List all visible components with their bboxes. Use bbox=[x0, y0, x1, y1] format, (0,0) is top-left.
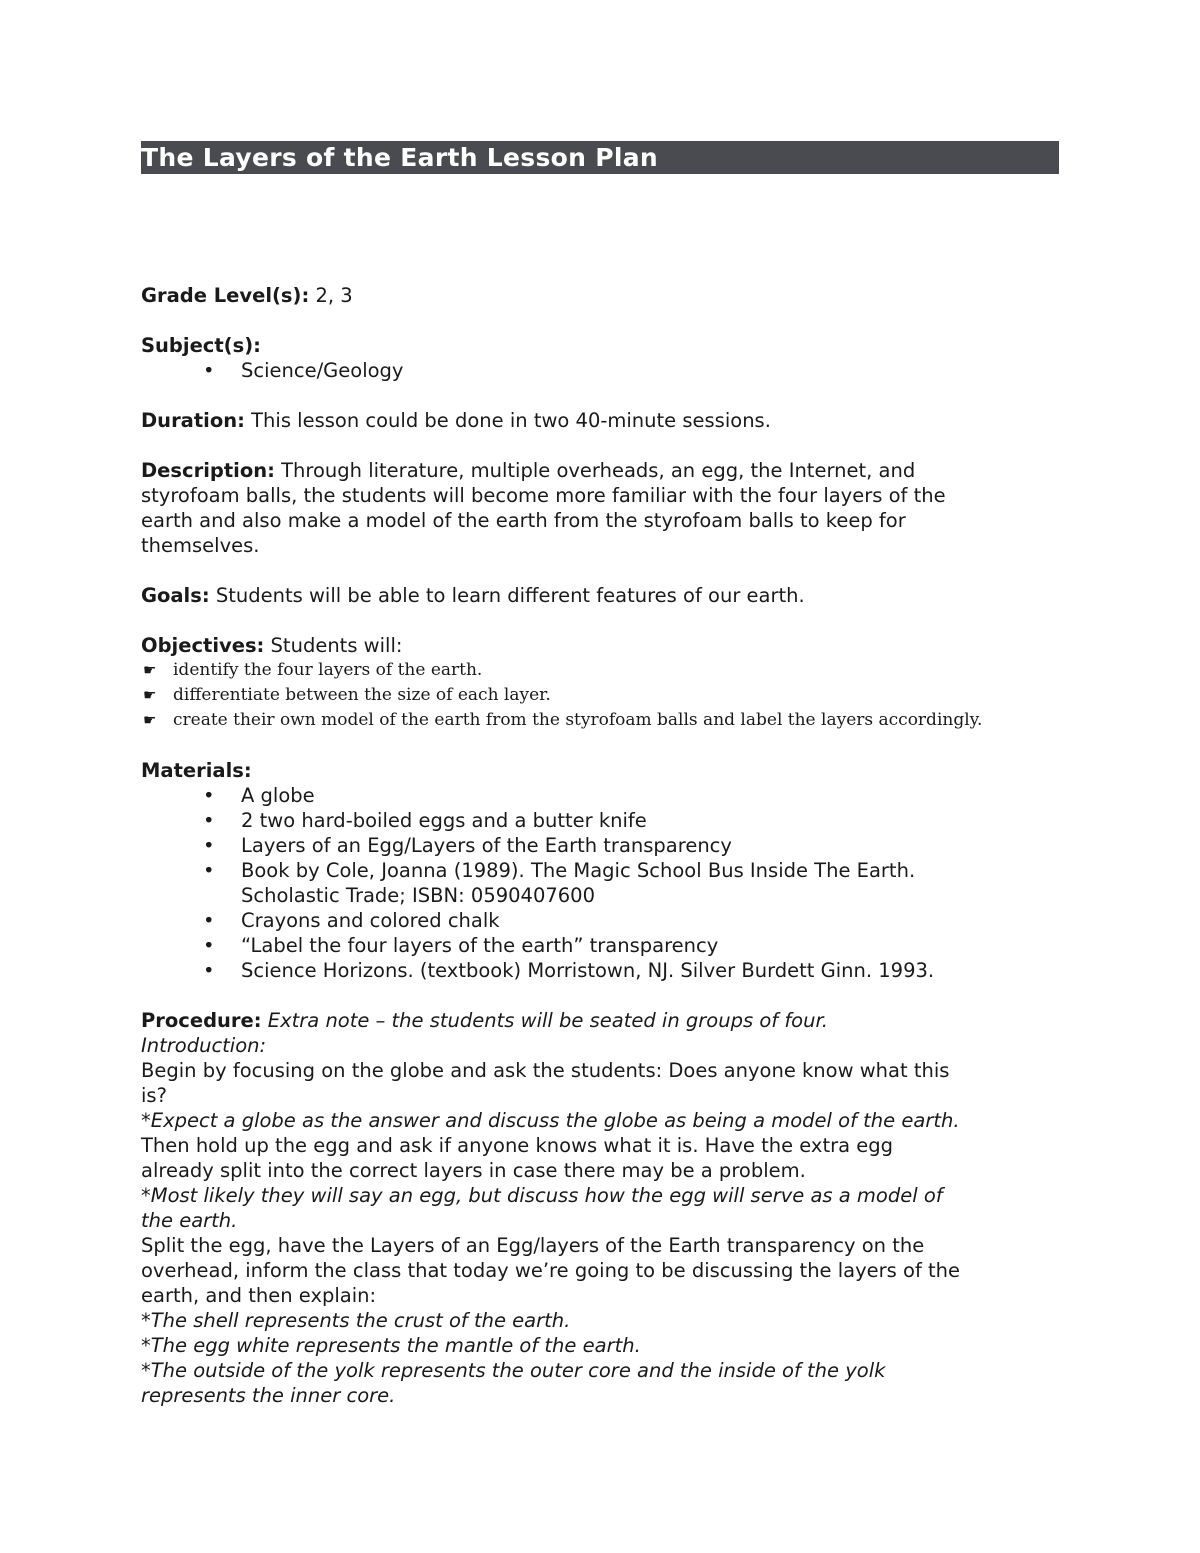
page-title: The Layers of the Earth Lesson Plan bbox=[141, 143, 658, 172]
list-item bbox=[141, 358, 1059, 383]
procedure-line-text: the earth. bbox=[141, 1209, 238, 1232]
procedure-note: Extra note – the students will be seated in groups of four. bbox=[261, 1009, 828, 1032]
objectives-label: Objectives: bbox=[141, 634, 265, 657]
description-text: Through literature, multiple overheads, an egg, the Internet, and bbox=[274, 459, 916, 482]
description-label: Description: bbox=[141, 459, 275, 482]
list-item-text: differentiate between the size of each layer. bbox=[173, 685, 551, 705]
spacer bbox=[141, 174, 1059, 283]
description-line bbox=[141, 458, 1059, 483]
procedure-line-text: The egg white represents the mantle of the earth. bbox=[150, 1334, 641, 1357]
list-item bbox=[141, 658, 1059, 683]
intro-heading bbox=[141, 1033, 1059, 1058]
materials-heading bbox=[141, 758, 1059, 783]
duration-value: This lesson could be done in two 40-minute sessions. bbox=[244, 409, 771, 432]
procedure-line: is? bbox=[141, 1084, 167, 1107]
objectives-intro: Students will: bbox=[264, 634, 403, 657]
procedure-line-text: The shell represents the crust of the earth. bbox=[150, 1309, 571, 1332]
list-item bbox=[141, 783, 1059, 808]
list-item-text: Scholastic Trade; ISBN: 0590407600 bbox=[241, 884, 595, 907]
asterisk-marker: * bbox=[141, 1359, 151, 1382]
subjects-label: Subject(s): bbox=[141, 334, 261, 357]
list-item bbox=[141, 708, 1059, 733]
pointing-hand-icon: ☛ bbox=[143, 686, 157, 704]
list-item-text: create their own model of the earth from the styrofoam balls and label the layers accordingly. bbox=[173, 710, 983, 730]
list-item bbox=[141, 808, 1059, 833]
procedure-line bbox=[141, 1333, 1059, 1358]
procedure-line bbox=[141, 1383, 1059, 1408]
asterisk-marker: * bbox=[141, 1184, 151, 1207]
list-item-text: Book by Cole, Joanna (1989). The Magic School Bus Inside The Earth. bbox=[241, 859, 916, 882]
description bbox=[141, 458, 1059, 558]
bullet-icon: • bbox=[203, 784, 215, 807]
list-item bbox=[141, 958, 1059, 983]
duration bbox=[141, 408, 1059, 433]
bullet-icon: • bbox=[203, 909, 215, 932]
list-item bbox=[141, 683, 1059, 708]
list-item-text: 2 two hard-boiled eggs and a butter knife bbox=[241, 809, 647, 832]
duration-label: Duration: bbox=[141, 409, 245, 432]
list-item-text: Science Horizons. (textbook) Morristown, NJ. Silver Burdett Ginn. 1993. bbox=[241, 959, 935, 982]
list-item-text: Crayons and colored chalk bbox=[241, 909, 500, 932]
list-item bbox=[141, 833, 1059, 858]
list-item-text: “Label the four layers of the earth” transparency bbox=[241, 934, 719, 957]
bullet-icon: • bbox=[203, 359, 215, 382]
list-item bbox=[141, 908, 1059, 933]
objectives-heading bbox=[141, 633, 1059, 658]
procedure-label: Procedure: bbox=[141, 1009, 262, 1032]
subjects-heading bbox=[141, 333, 1059, 358]
procedure-line bbox=[141, 1183, 1059, 1208]
procedure-lines bbox=[141, 1058, 1059, 1408]
procedure bbox=[141, 1008, 1059, 1408]
procedure-line: Then hold up the egg and ask if anyone knows what it is. Have the extra egg bbox=[141, 1134, 894, 1157]
procedure-line-text: represents the inner core. bbox=[141, 1384, 396, 1407]
bullet-icon: • bbox=[203, 809, 215, 832]
procedure-line bbox=[141, 1208, 1059, 1233]
procedure-line-text: Expect a globe as the answer and discuss the globe as being a model of the earth. bbox=[150, 1109, 960, 1132]
intro-heading-text: Introduction: bbox=[141, 1034, 267, 1057]
procedure-line bbox=[141, 1108, 1059, 1133]
goals-value: Students will be able to learn different features of our earth. bbox=[209, 584, 805, 607]
pointing-hand-icon: ☛ bbox=[143, 711, 157, 729]
description-line: styrofoam balls, the students will become more familiar with the four layers of the bbox=[141, 484, 946, 507]
procedure-line bbox=[141, 1308, 1059, 1333]
materials-label: Materials: bbox=[141, 759, 252, 782]
lesson-body bbox=[141, 283, 1059, 1408]
subjects-list bbox=[141, 358, 1059, 383]
list-item-text: A globe bbox=[241, 784, 315, 807]
description-line: themselves. bbox=[141, 534, 260, 557]
asterisk-marker: * bbox=[141, 1334, 151, 1357]
list-item-text: identify the four layers of the earth. bbox=[173, 660, 483, 680]
document-page bbox=[141, 141, 1059, 1408]
procedure-line bbox=[141, 1358, 1059, 1383]
bullet-icon: • bbox=[203, 959, 215, 982]
bullet-icon: • bbox=[203, 834, 215, 857]
list-item bbox=[141, 933, 1059, 958]
objectives-list bbox=[141, 658, 1059, 733]
procedure-line: overhead, inform the class that today we’re going to be discussing the layers of the bbox=[141, 1259, 961, 1282]
materials-list bbox=[141, 783, 1059, 983]
pointing-hand-icon: ☛ bbox=[143, 661, 157, 679]
procedure-line-text: The outside of the yolk represents the outer core and the inside of the yolk bbox=[150, 1359, 886, 1382]
procedure-line: already split into the correct layers in case there may be a problem. bbox=[141, 1159, 806, 1182]
goals-label: Goals: bbox=[141, 584, 210, 607]
list-item bbox=[141, 858, 1059, 908]
grade-value: 2, 3 bbox=[309, 284, 353, 307]
procedure-heading bbox=[141, 1008, 1059, 1033]
asterisk-marker: * bbox=[141, 1309, 151, 1332]
goals bbox=[141, 583, 1059, 608]
description-line: earth and also make a model of the earth from the styrofoam balls to keep for bbox=[141, 509, 906, 532]
procedure-line-text: Most likely they will say an egg, but discuss how the egg will serve as a model of bbox=[150, 1184, 943, 1207]
grade-label: Grade Level(s): bbox=[141, 284, 310, 307]
title-banner bbox=[141, 141, 1059, 174]
bullet-icon: • bbox=[203, 859, 215, 882]
asterisk-marker: * bbox=[141, 1109, 151, 1132]
bullet-icon: • bbox=[203, 934, 215, 957]
procedure-line: Begin by focusing on the globe and ask the students: Does anyone know what this bbox=[141, 1059, 950, 1082]
procedure-line: Split the egg, have the Layers of an Egg/layers of the Earth transparency on the bbox=[141, 1234, 925, 1257]
grade-level bbox=[141, 283, 1059, 308]
procedure-line: earth, and then explain: bbox=[141, 1284, 377, 1307]
list-item-text: Layers of an Egg/Layers of the Earth transparency bbox=[241, 834, 732, 857]
list-item-text: Science/Geology bbox=[241, 359, 404, 382]
